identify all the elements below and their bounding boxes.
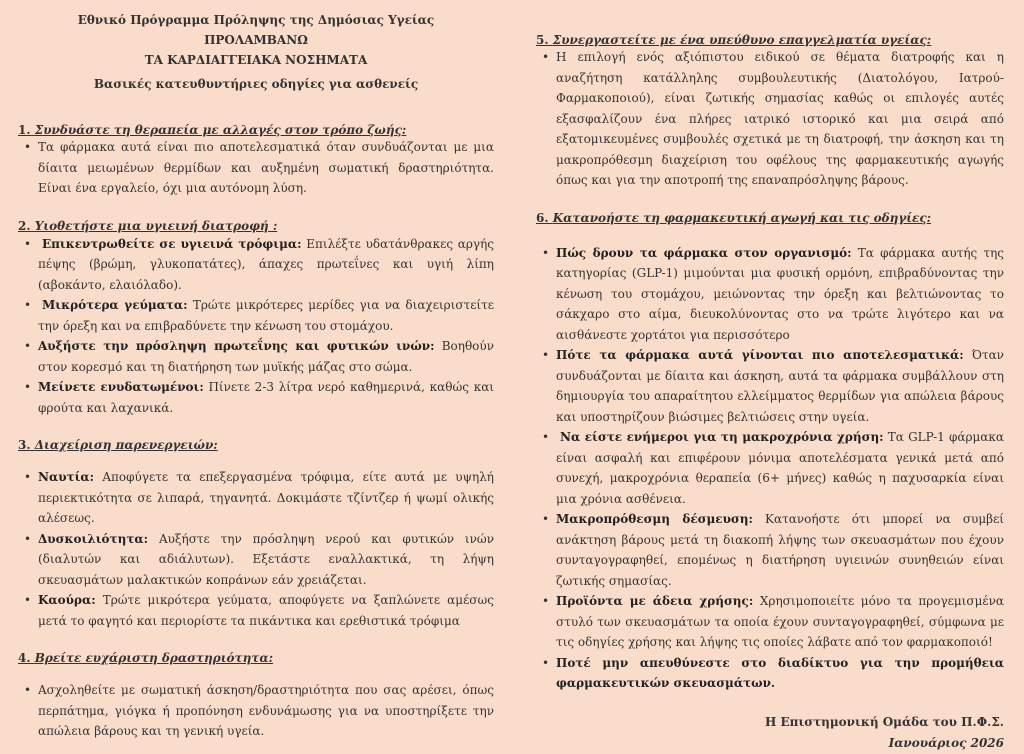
item-term: Προϊόντα με άδεια χρήσης: xyxy=(556,594,754,608)
item-text: Τρώτε μικρότερα γεύματα, αποφύγετε να ξαπλώνετε αμέσως μετά το φαγητό και περιορίστε τα πικάντικα και ερεθιστικά τρόφιμα xyxy=(38,593,494,628)
list-item xyxy=(18,377,494,418)
list-item xyxy=(18,336,494,377)
left-column xyxy=(18,0,494,742)
item-term: Πώς δρουν τα φάρμακα στον οργανισμό: xyxy=(556,245,852,260)
item-text: Βοηθούν στον κορεσμό και τη διατήρηση των μυϊκής μάζας στο σώμα. xyxy=(38,339,494,374)
list-item xyxy=(536,653,1004,694)
item-text: Τα φάρμακα αυτά είναι πιο αποτελεσματικά όταν συνδυάζονται με μια δίαιτα μειωμένων θερμίδων και αυξημένη σωματική δραστηριότητα. Είναι ένα εργαλείο, όχι μια αυτόνομη λύση. xyxy=(38,140,494,195)
section-3-list xyxy=(18,467,494,631)
item-text: Τρώτε μικρότερες μερίδες για να διαχειριστείτε την όρεξη και να επιβραδύνετε την κένωση του στομάχου. xyxy=(38,298,494,333)
section-6-title-text: Κατανοήστε τη φαρμακευτική αγωγή και τις οδηγίες: xyxy=(552,210,932,225)
section-2 xyxy=(18,219,494,419)
section-4-number: 4. xyxy=(18,651,31,665)
section-5-number: 5. xyxy=(536,33,549,47)
section-6 xyxy=(536,211,1004,694)
item-term: Μακροπρόθεσμη δέσμευση: xyxy=(556,512,753,526)
list-item xyxy=(18,529,494,591)
item-text: Όταν συνδυάζονται με δίαιτα και άσκηση, αυτά τα φάρμακα συμβάλλουν στη δημιουργία του απαραίτητου ελλείμματος θερμίδων για απώλεια βάρους και υποστηρίζουν βιώσιμες βελτιώσεις στην υγεία. xyxy=(556,348,1004,424)
section-3 xyxy=(18,438,494,631)
list-item xyxy=(536,509,1004,591)
item-text: Αποφύγετε τα επεξεργασμένα τρόφιμα, είτε αυτά με υψηλή περιεκτικότητα σε λιπαρά, τηγανητά. Δοκιμάστε τζίντζερ ή ψωμί ολικής αλέσεως. xyxy=(38,470,494,525)
list-item xyxy=(18,467,494,529)
section-1 xyxy=(18,123,494,199)
section-3-title-text: Διαχείριση παρενεργειών: xyxy=(34,438,218,452)
document-header xyxy=(18,10,494,94)
section-1-number: 1. xyxy=(18,123,31,137)
item-text: Τα φάρμακα αυτής της κατηγορίας (GLP-1) μιμούνται μια φυσική ορμόνη, επιβραδύνοντας την κένωση του στομάχου, μειώνοντας την όρεξη και βελτιώνοντας το σάκχαρο στο αίμα, διευκολύνοντας στο να τρώτε λιγότερο και να αισθάνεστε χορτάτοι για περισσότερο xyxy=(556,245,1004,342)
list-item xyxy=(18,590,494,631)
section-2-title xyxy=(18,219,494,233)
item-text: Αυξήστε την πρόσληψη νερού και φυτικών ινών (διαλυτών και αδιάλυτων). Εξετάστε εναλλακτικά, τη λήψη σκευασμάτων μαλακτικών κοπράνων εάν χρειάζεται. xyxy=(38,531,494,587)
list-item xyxy=(18,680,494,742)
list-item xyxy=(536,427,1004,509)
section-1-title-text: Συνδυάστε τη θεραπεία με αλλαγές στον τρόπο ζωής: xyxy=(34,123,407,137)
section-5 xyxy=(536,33,1004,191)
section-5-list xyxy=(536,47,1004,191)
section-3-title xyxy=(18,438,494,452)
item-term: Μείνετε ενυδατωμένοι: xyxy=(38,380,204,394)
section-5-title-text: Συνεργαστείτε με ένα υπεύθυνο επαγγελματία υγείας: xyxy=(552,33,932,47)
right-column xyxy=(536,0,1004,754)
issue-date: Ιανουάριος 2026 xyxy=(888,735,1004,750)
section-6-title xyxy=(536,211,1004,225)
section-2-number: 2. xyxy=(18,218,31,233)
program-title: Εθνικό Πρόγραμμα Πρόληψης της Δημόσιας Υγείας xyxy=(77,13,435,27)
section-6-list xyxy=(536,243,1004,694)
item-text: Τα GLP-1 φάρμακα είναι ασφαλή και επιφέρουν μόνιμα αποτελέσματα γενικά μετά από συνεχή, μακροχρόνια θεραπεία (6+ μήνες) καθώς η παχυσαρκία είναι μια χρόνια ασθένεια. xyxy=(556,430,1005,506)
section-3-number: 3. xyxy=(18,438,31,452)
team-signature: Η Επιστημονική Ομάδα του Π.Φ.Σ. xyxy=(765,714,1004,729)
item-term: Καούρα: xyxy=(38,593,96,607)
list-item xyxy=(18,234,494,296)
list-item xyxy=(18,295,494,336)
section-2-list xyxy=(18,234,494,419)
list-item xyxy=(18,137,494,199)
section-4-list xyxy=(18,680,494,742)
item-term: Δυσκοιλιότητα: xyxy=(38,531,149,546)
item-text: Η επιλογή ενός αξιόπιστου ειδικού σε θέματα διατροφής και η αναζήτηση κατάλληλης συμβουλευτικής (Διατολόγου, Ιατρού-Φαρμακοποιού), είναι ζωτικής σημασίας καθώς οι επιλογές αυτές εξασφαλίζουν ένα πλήρες ιατρικό ιστορικό και μια σειρά από εξατομικευμένες συμβουλές σχετικά με τη διατροφή, την άσκηση και τη μακροπρόθεσμη διαχείριση του οφέλους της φαρμακευτικής αγωγής όπως και για την αποτροπή της επαναπρόσληψης βάρους. xyxy=(556,50,1004,187)
campaign-title: ΠΡΟΛΑΜΒΑΝΩ xyxy=(204,33,308,47)
list-item xyxy=(536,47,1004,191)
section-6-number: 6. xyxy=(536,210,549,225)
item-term: Μικρότερα γεύματα: xyxy=(42,298,188,312)
section-5-title xyxy=(536,33,1004,47)
section-4-title xyxy=(18,651,494,665)
item-term: Αυξήστε την πρόσληψη πρωτεΐνης και φυτικών ινών: xyxy=(38,339,435,353)
item-text: Επιλέξτε υδατάνθρακες αργής πέψης (βρώμη, γλυκοπατάτες), άπαχες πρωτεΐνες και υγιή λίπη (αβοκάντο, ελαιόλαδο). xyxy=(38,236,494,292)
list-item xyxy=(536,345,1004,427)
item-text: Κατανοήστε ότι μπορεί να συμβεί ανάκτηση βάρους μετά τη διακοπή λήψης των σκευασμάτων που έχουν συνταγογραφηθεί, επομένως η διατήρηση υγιεινών συνηθειών είναι ζωτικής σημασίας. xyxy=(556,512,1004,588)
item-term: Επικεντρωθείτε σε υγιεινά τρόφιμα: xyxy=(42,236,302,251)
item-text: Πίνετε 2-3 λίτρα νερό καθημερινά, καθώς και φρούτα και λαχανικά. xyxy=(38,380,494,415)
item-term: Να είστε ενήμεροι για τη μακροχρόνια χρήση: xyxy=(560,430,884,444)
section-1-list xyxy=(18,137,494,199)
section-1-title xyxy=(18,123,494,137)
item-text: Ασχοληθείτε με σωματική άσκηση/δραστηριότητα που σας αρέσει, όπως περπάτημα, γιόγκα ή προπόνηση ενδυνάμωσης για να υποστηρίξετε την απώλεια βάρους και τη γενική υγεία. xyxy=(38,683,494,738)
section-4-title-text: Βρείτε ευχάριστη δραστηριότητα: xyxy=(34,651,274,665)
list-item xyxy=(536,591,1004,653)
section-2-title-text: Υιοθετήστε μια υγιεινή διατροφή : xyxy=(34,218,278,233)
item-term: Ναυτία: xyxy=(38,470,95,484)
item-text: Χρησιμοποιείτε μόνο τα προγεμισμένα στυλό των σκευασμάτων τα οποία έχουν συνταγογραφηθεί, σύμφωνα με τις οδηγίες χρήσης και λήψης τις οποίες λάβατε από τον φαρμακοποιό! xyxy=(556,594,1004,649)
item-term: Πότε τα φάρμακα αυτά γίνονται πιο αποτελεσματικά: xyxy=(556,348,964,362)
list-item xyxy=(536,243,1004,346)
signature-block xyxy=(536,712,1004,754)
guidelines-heading: Βασικές κατευθυντήριες οδηγίες για ασθενείς xyxy=(93,77,419,91)
campaign-subtitle: ΤΑ ΚΑΡΔΙΑΓΓΕΙΑΚΑ ΝΟΣΗΜΑΤΑ xyxy=(144,53,368,67)
section-4 xyxy=(18,651,494,742)
item-term: Ποτέ μην απευθύνεστε στο διαδίκτυο για την προμήθεια φαρμακευτικών σκευασμάτων. xyxy=(556,655,1004,690)
